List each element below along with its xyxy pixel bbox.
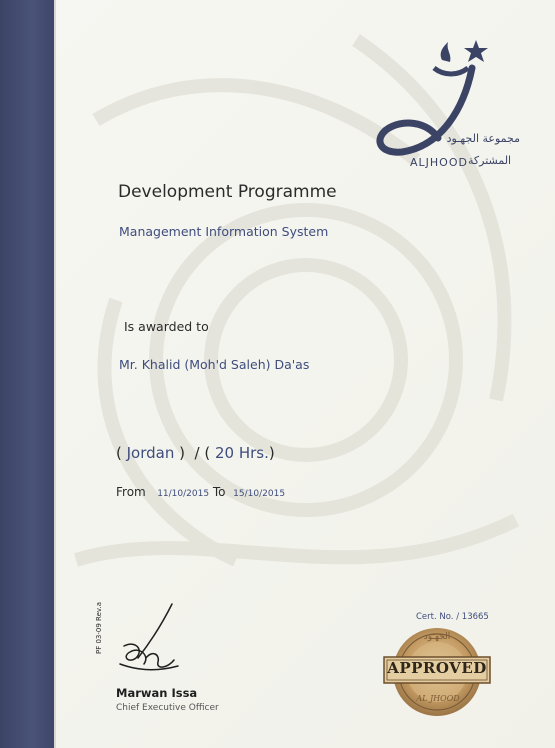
recipient-name: Mr. Khalid (Moh'd Saleh) Da'as [119, 357, 310, 372]
cert-no-value: 13665 [461, 612, 489, 622]
seal-latin: AL JHOOD [416, 694, 460, 703]
seal-arabic: الجهـود [423, 632, 451, 642]
date-range [116, 485, 285, 499]
programme-title: Development Programme [118, 182, 337, 202]
duration: 20 Hrs. [214, 444, 269, 462]
location: Jordan [126, 444, 175, 462]
from-label: From [116, 485, 146, 499]
signature-image [116, 600, 186, 678]
location-duration-line: ( Jordan ) / ( 20 Hrs.) [116, 444, 275, 462]
to-label: To [212, 485, 226, 499]
form-code: PF 03-09 Rev.a [95, 601, 103, 654]
cert-no-label: Cert. No. / [416, 612, 460, 622]
course-name: Management Information System [119, 224, 329, 239]
signatory-role: Chief Executive Officer [116, 703, 219, 713]
logo-arabic-top: مجموعة الجهـود [446, 132, 520, 145]
logo-latin: ALJHOOD [410, 156, 468, 169]
from-date: 11/10/2015 [157, 489, 210, 499]
seal-approved-text: APPROVED [387, 659, 487, 677]
signatory-name: Marwan Issa [116, 686, 198, 700]
logo-arabic-bottom: المشتركة [468, 154, 512, 167]
left-color-band [0, 0, 54, 748]
aljhood-logo-icon [372, 38, 522, 166]
awarded-label: Is awarded to [124, 319, 209, 334]
certificate-number [416, 612, 489, 622]
to-date: 15/10/2015 [233, 489, 286, 499]
